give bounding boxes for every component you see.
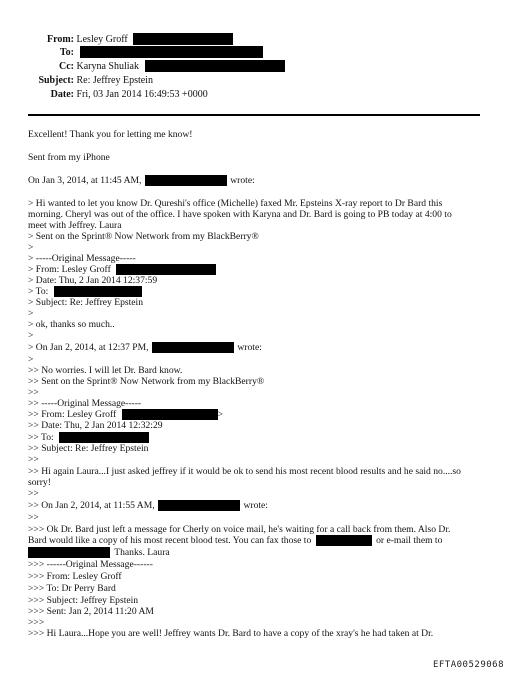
- body-line: Excellent! Thank you for letting me know!: [28, 129, 193, 140]
- to-text: > To:: [28, 286, 49, 297]
- body-line: [28, 535, 442, 546]
- subject-label: Subject:: [38, 75, 74, 86]
- redaction-block: [145, 175, 227, 186]
- body-line: >>> From: Lesley Groff: [28, 571, 122, 582]
- to-text: >> To:: [28, 432, 54, 443]
- from-value: Lesley Groff: [76, 34, 128, 45]
- body-line: > ok, thanks so much..: [28, 319, 115, 330]
- body-line: meet with Jeffrey. Laura: [28, 220, 122, 231]
- body-line: >> Subject: Re: Jeffrey Epstein: [28, 443, 149, 454]
- body-line: >>> Hi Laura...Hope you are well! Jeffrey wants Dr. Bard to have a copy of the xray's he had taken at Dr.: [28, 628, 434, 639]
- body-line: > Sent on the Sprint® Now Network from my BlackBerry®: [28, 231, 259, 242]
- email-text: or e-mail them to: [376, 535, 443, 546]
- attribution-wrote: wrote:: [230, 175, 255, 186]
- attribution-text: > On Jan 2, 2014, at 12:37 PM,: [28, 342, 149, 353]
- date-value: Fri, 03 Jan 2014 16:49:53 +0000: [76, 89, 208, 100]
- date-label: Date:: [50, 89, 74, 100]
- body-line: [28, 432, 149, 443]
- body-line: morning. Cheryl was out of the office. I have spoken with Karyna and Dr. Bard is going to PB today at 4:00 to: [28, 209, 452, 220]
- body-line: [28, 286, 142, 297]
- from-label: From:: [46, 34, 74, 45]
- body-line: > Subject: Re: Jeffrey Epstein: [28, 297, 144, 308]
- attribution-text: >> On Jan 2, 2014, at 11:55 AM,: [28, 500, 155, 511]
- attribution-text: On Jan 3, 2014, at 11:45 AM,: [28, 175, 142, 186]
- from-text: >> From: Lesley Groff: [28, 409, 117, 420]
- body-line: >> Sent on the Sprint® Now Network from my BlackBerry®: [28, 376, 265, 387]
- redaction-block: [116, 264, 216, 275]
- body-line: >> No worries. I will let Dr. Bard know.: [28, 365, 183, 376]
- redaction-block: [133, 33, 233, 45]
- header-divider: [28, 114, 480, 116]
- header-cc: [28, 60, 285, 73]
- body-line: > Date: Thu, 2 Jan 2014 12:37:59: [28, 275, 158, 286]
- body-line: >> Date: Thu, 2 Jan 2014 12:32:29: [28, 420, 163, 431]
- redaction-block: [158, 500, 240, 511]
- angle-bracket: >: [217, 409, 224, 420]
- cc-value: Karyna Shuliak: [76, 61, 139, 72]
- body-line: >>: [28, 387, 39, 398]
- subject-value: Re: Jeffrey Epstein: [76, 75, 153, 86]
- body-line-attribution: [28, 500, 268, 511]
- thanks-text: Thanks. Laura: [114, 547, 170, 558]
- from-text: > From: Lesley Groff: [28, 264, 111, 275]
- body-line: >: [28, 330, 34, 341]
- header-date: [28, 88, 208, 101]
- header-subject: [28, 74, 153, 87]
- cc-label: Cc:: [59, 61, 74, 72]
- redaction-block: [145, 60, 285, 72]
- body-line: >: [28, 242, 34, 253]
- to-label: To:: [59, 47, 74, 58]
- body-line: [28, 264, 216, 275]
- body-line-attribution: [28, 175, 255, 186]
- redaction-block: [54, 286, 142, 297]
- body-line: >> Hi again Laura...I just asked jeffrey if it would be ok to send his most recent blood results and he said no....so: [28, 466, 461, 477]
- attribution-wrote: wrote:: [243, 500, 268, 511]
- body-line: >>: [28, 512, 39, 523]
- redaction-block: [80, 46, 263, 58]
- body-line: >> -----Original Message-----: [28, 398, 142, 409]
- body-line: Sent from my iPhone: [28, 152, 110, 163]
- body-line: >>: [28, 488, 39, 499]
- body-line: > -----Original Message-----: [28, 253, 136, 264]
- fax-text: Bard would like a copy of his most recent blood test. You can fax those to: [28, 535, 312, 546]
- header-from: [28, 33, 233, 46]
- redaction-block: [316, 535, 372, 546]
- body-line: >>> ------Original Message------: [28, 559, 153, 570]
- redaction-block: [28, 547, 110, 558]
- body-line: >>: [28, 454, 39, 465]
- redaction-block: [59, 432, 149, 443]
- header-to: [28, 46, 263, 59]
- body-line: >>> To: Dr Perry Bard: [28, 583, 116, 594]
- body-line: >>>: [28, 617, 45, 628]
- body-line: sorry!: [28, 477, 51, 488]
- body-line-attribution: [28, 342, 262, 353]
- redaction-block: [122, 409, 218, 420]
- body-line: >: [28, 308, 34, 319]
- body-line: [28, 547, 170, 558]
- redaction-block: [152, 342, 234, 353]
- body-line: >>> Ok Dr. Bard just left a message for Cherly on voice mail, he's waiting for a call back from them. Also Dr.: [28, 524, 451, 535]
- attribution-wrote: wrote:: [237, 342, 262, 353]
- body-line: >: [28, 354, 34, 365]
- body-line: > Hi wanted to let you know Dr. Qureshi's office (Michelle) faxed Mr. Epsteins X-ray report to Dr Bard this: [28, 198, 443, 209]
- body-line: >>> Sent: Jan 2, 2014 11:20 AM: [28, 606, 154, 617]
- body-line: [28, 409, 223, 420]
- bates-number: EFTA00529068: [432, 660, 504, 670]
- body-line: >>> Subject: Jeffrey Epstein: [28, 595, 139, 606]
